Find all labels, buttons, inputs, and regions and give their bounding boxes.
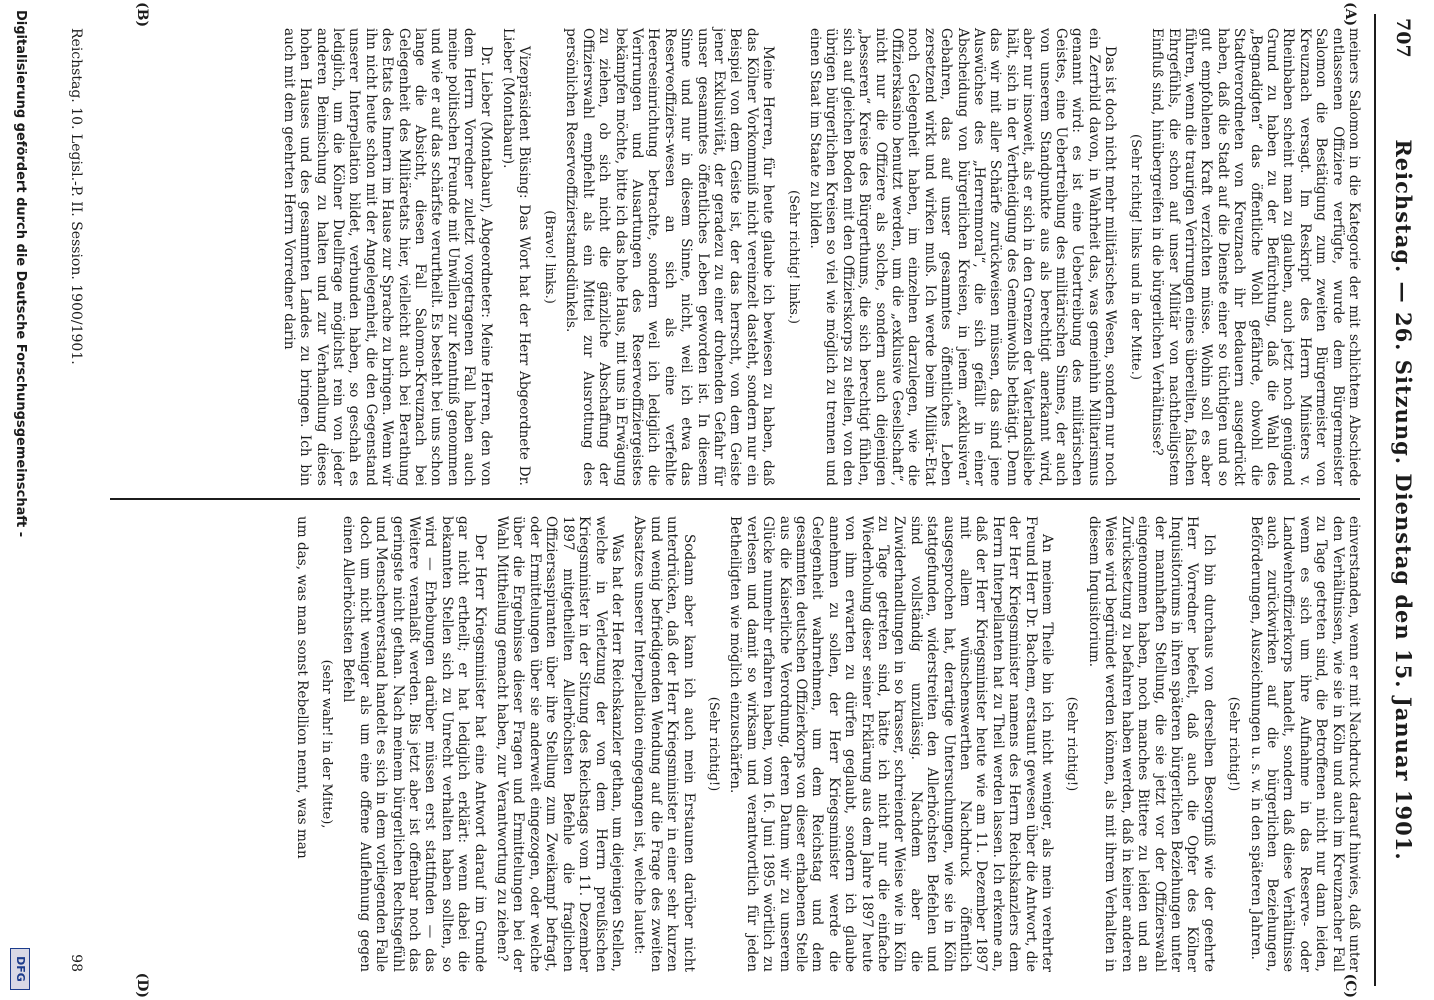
paragraph: Dr. Lieber (Montabaur), Abgeordneter: Meine Herren, den von dem Herrn Vorredner zuletzt vorgetragenen Fall haben auch meine politischen Freunde mit Unwillen zur Kenntniß genommen und wie er auf das schärfste verurtheilt. Es besteht bei uns schon lange die Absicht, diesen Fall Salomon-Kreuznach bei Gelegenheit des Militäretats hier, vielleicht auch bei Berathung des Etats des Innern im Hause zur Sprache zu bringen. Wenn wir ihn nicht heute schon mit der Angelegenheit, die den Gegenstand unserer Interpellation bildet, verbunden haben, so geschah es lediglich, um die Kölner Duellfrage möglichst rein von jeder anderen Beimischung zu halten und zur Verhandlung dieses hohen Hauses und des gesammten Landes zu bringen. Ich bin auch mit dem geehrten Herrn Vorredner darin bbox=[280, 28, 494, 486]
interjection: (Bravo! links.) bbox=[541, 210, 557, 304]
paragraph: Was hat der Herr Reichskanzler gethan, um diejenigen Stellen, welche in Verletzung der von dem Herrn preußischen Kriegsminister in der Sitzung des Reichstags vom 11. Dezember 1897 mitgetheilten Allerhöchsten Befehle die fraglichen Offiziersaspiranten über ihre Stellung zum Zweikampf befragt, oder Ermittelungen über sie anderweit eingezogen, oder welche über die Ergebnisse dieser Fragen und Ermittelungen bei der Wahl Mittheilung gemacht haben, zur Verantwortung zu ziehen? bbox=[494, 516, 625, 972]
left-text-column bbox=[274, 28, 1362, 486]
paragraph: einverstanden, wenn er mit Nachdruck darauf hinwies, daß unter den Verhältnissen, wie sie in Köln und auch im Kreuznacher Fall zu Tage getreten sind, die Betroffenen nicht nur dann leiden, wenn es sich um ihre Aufnahme in das Reserve- oder Landwehroffizierkorps handelt, sondern daß diese Verhältnisse auch zurückwirken auf die bürgerlichen Beziehungen, Beförderungen, Auszeichnungen u. s. w. in den späteren Jahren. bbox=[1247, 516, 1362, 972]
digitization-notice-text: Digitalisierung gefördert durch die Deutsche Forschungsgemeinschaft - bbox=[13, 10, 28, 538]
page-number: 707 bbox=[1392, 18, 1414, 58]
paragraph: Sodann aber kann ich auch mein Erstaunen darüber nicht unterdrücken, daß der Herr Kriegsminister in einer sehr kurzen und wenig befriedigenden Wendung auf die Frage des zweiten Absatzes unserer Interpellation eingegangen ist, welche lautet: bbox=[631, 516, 697, 972]
paragraph: Ich bin durchaus von derselben Besorgniß wie der geehrte Herr Vorredner befeelt, daß auch die Opfer des Kölner Inquisitoriums in ihren späteren bürgerlichen Beziehungen unter der mannhaften Stellung, die sie jetzt vor der Offizierswahl eingenommen haben, noch manches Bittere zu leiden und an Zurücksetzung zu befahren haben werden, daß in keiner anderen Weise wird begründet werden können, als mit ihrem Verhalten in diesem Inquisitorium. bbox=[1085, 516, 1217, 972]
paragraph: Der Herr Kriegsminister hat eine Antwort darauf im Grunde gar nicht ertheilt; er hat lediglich erklärt: wenn dabei die bekannten Stellen sich zu Unrecht verhalten haben sollten, so wird — Erhebungen darüber müssen erst stattfinden — das Weitere veranlaßt werden. Bis jetzt aber ist offenbar noch das geringste nicht gethan. Nach meinem bürgerlichen Rechtsgefühl und Menschenverstand handelt es sich in dem vorliegenden Falle doch um nicht weniger als um eine offene Auflehnung gegen einen Allerhöchsten Befehl bbox=[340, 516, 488, 972]
page-header bbox=[1382, 0, 1422, 1000]
interjection: (Sehr richtig!) bbox=[1064, 696, 1080, 792]
interjection: (Sehr richtig!) bbox=[705, 696, 721, 792]
running-title: Reichstag. — 26. Sitzung. Dienstag den 15. Januar 1901. bbox=[1391, 139, 1416, 861]
interjection: (sehr wahr! in der Mitte), bbox=[319, 659, 335, 829]
margin-mark-d: (D) bbox=[134, 972, 150, 998]
margin-mark-c: (C) bbox=[1342, 973, 1358, 998]
interjection: (Sehr richtig! links und in der Mitte.) bbox=[1127, 134, 1143, 380]
column-divider bbox=[110, 498, 1360, 500]
footer-source: Reichstag. 10. Legisl.-P. II. Session. 1900/1901. bbox=[68, 28, 84, 365]
paragraph: um das, was man sonst Rebellion nennt, was man bbox=[293, 516, 310, 859]
paragraph: Vizepräsident Büsing: Das Wort hat der Herr Abgeordnete Dr. Lieber (Montabaur). bbox=[500, 28, 533, 486]
digitization-notice bbox=[8, 10, 30, 990]
paragraph: Das ist doch nicht mehr militärisches Wesen, sondern nur noch ein Zerrbild davon, in Wahrheit das, was gemeinhin Militarismus genannt wird: es ist eine Uebertreibung des militärischen Geistes, eine Uebertreibung des militärischen Sinnes, der auch von unserem Standpunkte aus als berechtigt anerkannt wird, aber nur insoweit, als er sich in den Grenzen der Vaterlandsliebe hält, sich in der Vertheidigung des Gemeinwohls bethätigt. Denn das wir mit aller Schärfe zurückweisen müssen, das sind jene Auswüchse des „Herrenmoral“, die sich gefällt in einer Abscheidung von bürgerlichen Kreisen, in jenem „exklusiven“ Gebahren, das auf unser gesammtes öffentliches Leben zersetzend wirkt und wirken muß. Ich werde beim Militär-Etat noch Gelegenheit haben, im einzelnen darzulegen, wie die Offizierskasino benutzt werden, um die „exklusive Gesellschaft“, nicht nur die Offiziere als solche, sondern auch diejenigen „besseren“ Kreise des Bürgerthums, die sich berechtigt fühlen, sich auf gleichen Boden mit den Offizierskorps zu stellen, von den übrigen bürgerlichen Kreisen so viel wie möglich zu trennen und einen Staat im Staate zu bilden. bbox=[807, 28, 1119, 486]
interjection: (Sehr richtig! links.) bbox=[785, 190, 801, 324]
margin-mark-a: (A) bbox=[1342, 2, 1358, 27]
interjection: (Sehr richtig!) bbox=[1226, 696, 1242, 792]
right-text-column bbox=[287, 516, 1362, 972]
paragraph: Meine Herren, für heute glaube ich bewiesen zu haben, daß das Kölner Vorkommniß nicht vereinzelt dasteht, sondern nur ein Beispiel von dem Geiste ist, der das herrscht, von dem Geiste jener Exklusivität, der geradezu zu einer drohenden Gefahr für unser gesammtes öffentliches Leben geworden ist. In diesem Sinne und nur in diesem Sinne, nicht, weil ich etwa das Reserveoffiziers-wesen an sich als eine verfehlte Heereseinrichtung betrachte, sondern weil ich lediglich die Verirrungen und Ausartungen des Reserveoffiziergeistes bekämpfen möchte, bitte ich das hohe Haus, mit uns in Erwägung zu ziehen, ob sich nicht die gänzliche Abschaffung der Offizierswahl empfiehlt als ein Mittel zur Ausrottung des persönlichen Reserveoffizierstamdsdünkels. bbox=[563, 28, 777, 486]
paragraph: meiners Salomon in die Kategorie der mit schlichtem Abschiede entlassenen Offiziere verfügte, wurde dem Bürgermeister Salomon die Bestätigung zum zweiten Bürgermeister von Kreuznach versagt. Im Reskript des Herrn Ministers v. Rheinbaben scheint man zu glauben, auch jetzt noch genügend Grund zu haben zu der Befürchtung, daß die Wahl des „Begnadigten“ das öffentliche Wohl gefährde, obwohl die Stadtverordneten von Kreuznach ihr Bedauern ausgedrückt haben, daß die Stadt auf die Dienste einer so tüchtigen und so gut empfohlenen Kraft verzichten müsse. Wohin soll es aber führen, wenn die traurigen Verirrungen eines übereilten, falschen Ehrgefühls, die schon auf unser Militär von nachtheiligstem Einfluß sind, hinübergreifen in die bürgerlichen Verhältnisse? bbox=[1149, 28, 1362, 486]
margin-mark-b: (B) bbox=[134, 2, 150, 28]
header-rule bbox=[1374, 14, 1376, 986]
paragraph: An meinem Theile bin ich nicht weniger, als mein verehrter Freund Herr Dr. Bachem, erstaunt gewesen über die Antwort, die der Herr Kriegsminister namens des Herrn Reichskanzlers dem Herrn Interpellanten hat zu Theil werden lassen. Ich erkenne an, daß der Herr Kriegsminister heute wie am 11. Dezember 1897 mit allem wünschenswerthen Nachdruck öffentlich ausgesprochen hat, derartige Untersuchungen, wie sie in Köln stattgefunden, widerstreiten den Allerhöchsten Befehlen und sind vollständig unzulässig. Nachdem aber die Zuwiderhandlungen in so krasser, schreiender Weise wie in Köln zu Tage getreten sind, hätte ich nicht nur die einfache Wiederholung dieser seiner Erklärung aus dem Jahre 1897 heute von ihm erwarten zu dürfen geglaubt, sondern ich glaube annehmen zu sollen, der Herr Kriegsminister werde die Gelegenheit wahrnehmen, um dem Reichstag und dem gesammten deutschen Offizierkorps von dieser erhabenen Stelle aus die Kaiserliche Verordnung, deren Datum wir zu unserem Glücke nunmehr erfahren haben, vom 16. Juni 1895 wörtlich zu verlesen und damit so wirksam und verantwortlich für jeden Betheiligten wie möglich einzuschärfen. bbox=[727, 516, 1056, 972]
dfg-logo: DFG bbox=[10, 948, 30, 990]
page-footer bbox=[54, 28, 94, 972]
footer-sheet-number: 98 bbox=[68, 954, 84, 972]
